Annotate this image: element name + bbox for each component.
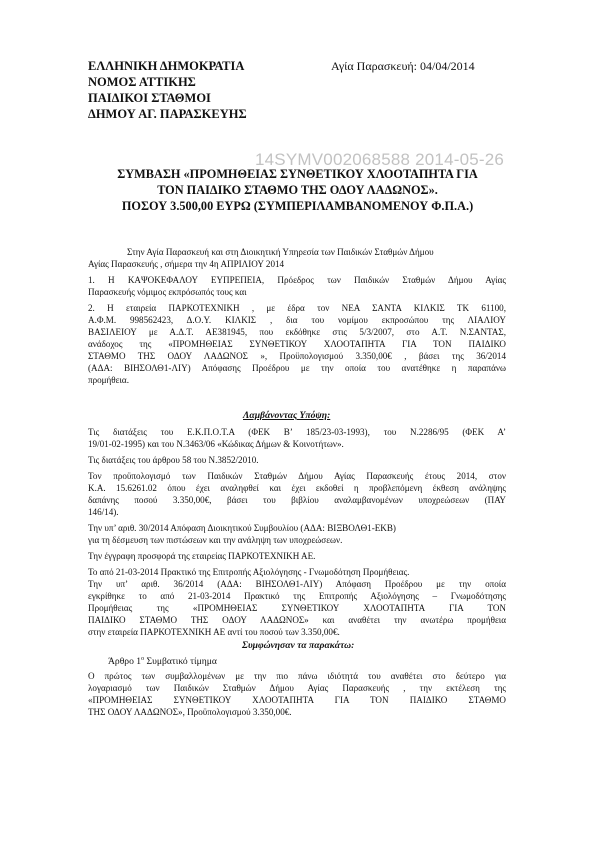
intro-line: προμήθεια.: [88, 375, 129, 385]
intro-line: 1. Η ΚΑΨΟΚΕΦΑΛΟΥ ΕΥΠΡΕΠΕΙΑ, Πρόεδρος των Παιδικών Σταθμών Δήμου Αγίας: [88, 275, 506, 285]
considering-line: ΠΑΙΔΙΚΟ ΣΤΑΘΜΟ ΤΗΣ ΟΔΟΥ ΛΑΔΩΝΟΣ» και αναθέτει την ανωτέρω προμήθεια: [88, 615, 506, 625]
org-line-prefecture: ΝΟΜΟΣ ΑΤΤΙΚΗΣ: [88, 75, 196, 89]
considering-line: Κ.Α. 15.6261.02 όπου έχει αναληφθεί και έχει εκδοθεί η προβλεπόμενη έκθεση ανάληψης: [88, 483, 506, 493]
intro-line: Παρασκευής νόμιμος εκπρόσωπός τους και: [88, 287, 247, 297]
article-line: «ΠΡΟΜΗΘΕΙΑΣ ΣΥΝΘΕΤΙΚΟΥ ΧΛΟΟΤΑΠΗΤΑ ΓΙΑ ΤΟΝ ΠΑΙΔΙΚΟ ΣΤΑΘΜΟ: [88, 695, 506, 705]
considering-line: Τις διατάξεις του άρθρου 58 του Ν.3852/2010.: [88, 455, 259, 465]
considering-line: στην εταιρεία ΠΑΡΚΟΤΕΧΝΙΚΗ ΑΕ αντί του ποσού των 3.350,00€.: [88, 627, 340, 637]
considering-line: 19/01-02-1995) και του Ν.3463/06 «Κώδικας Δήμων & Κοινοτήτων».: [88, 439, 344, 449]
article-1-title: Συμβατικό τίμημα: [144, 656, 217, 667]
article-1-ordinal: ο: [141, 655, 145, 662]
intro-line: 2. Η εταιρεία ΠΑΡΚΟΤΕΧΝΙΚΗ , με έδρα τον ΝΕΑ ΣΑΝΤΑ ΚΙΛΚΙΣ ΤΚ 61100,: [88, 303, 506, 313]
considering-line: δαπάνης ποσού 3.350,00€, βάσει του βιβλίου αναλαμβανομένων υποχρεώσεων (ΠΑΥ: [88, 495, 506, 505]
article-line: ΤΗΣ ΟΔΟΥ ΛΑΔΩΝΟΣ», Προϋπολογισμού 3.350,00€.: [88, 707, 292, 717]
article-line: λογαριασμό των Παιδικών Σταθμών Δήμου Αγίας Παρασκευής , την εκτέλεση της: [88, 683, 506, 693]
contract-title-line3: ΠΟΣΟΥ 3.500,00 ΕΥΡΩ (ΣΥΜΠΕΡΙΛΑΜΒΑΝΟΜΕΝΟΥ Φ.Π.Α.): [121, 199, 474, 213]
article-1-heading: [108, 656, 217, 668]
intro-line: Αγίας Παρασκευής , σήμερα την 4η ΑΠΡΙΛΙΟΥ 2014: [88, 259, 285, 269]
document-date: Αγία Παρασκευή: 04/04/2014: [331, 59, 475, 73]
org-line-municipality: ΔΗΜΟΥ ΑΓ. ΠΑΡΑΣΚΕΥΗΣ: [88, 107, 247, 121]
contract-title-line1: ΣΥΜΒΑΣΗ «ΠΡΟΜΗΘΕΙΑΣ ΣΥΝΘΕΤΙΚΟΥ ΧΛΟΟΤΑΠΗΤΑ ΓΙΑ: [117, 167, 478, 181]
considering-heading: Λαμβάνοντας Υπόψη:: [243, 410, 331, 421]
considering-line: Προμήθειας της «ΠΡΟΜΗΘΕΙΑΣ ΣΥΝΘΕΤΙΚΟΥ ΧΛΟΟΤΑΠΗΤΑ ΓΙΑ ΤΟΝ: [88, 603, 506, 613]
org-line-nurseries: ΠΑΙΔΙΚΟΙ ΣΤΑΘΜΟΙ: [88, 91, 211, 105]
agreed-heading: Συμφώνησαν τα παρακάτω:: [242, 640, 355, 651]
considering-line: Την υπ’ αριθ. 30/2014 Απόφαση Διοικητικού Συμβουλίου (ΑΔΑ: ΒΙΞΒΟΛΘ1-ΕΚΒ): [88, 523, 396, 533]
considering-line: 146/14).: [88, 507, 119, 517]
org-line-republic: ΕΛΛΗΝΙΚΗ ΔΗΜΟΚΡΑΤΙΑ: [88, 59, 245, 73]
intro-line: ανάδοχος της «ΠΡΟΜΗΘΕΙΑΣ ΣΥΝΘΕΤΙΚΟΥ ΧΛΟΟΤΑΠΗΤΑ ΓΙΑ ΤΟΝ ΠΑΙΔΙΚΟ: [88, 339, 506, 349]
intro-line: ΒΑΣΙΛΕΙΟΥ με Α.Δ.Τ. ΑΕ381945, που εκδόθηκε στις 5/3/2007, στο Α.Τ. Ν.ΣΑΝΤΑΣ,: [88, 327, 506, 337]
considering-line: Τον προϋπολογισμό των Παιδικών Σταθμών Δήμου Αγίας Παρασκευής έτους 2014, στον: [88, 471, 506, 481]
intro-line: ΣΤΑΘΜΟ ΤΗΣ ΟΔΟΥ ΛΑΔΩΝΟΣ », Προϋπολογισμού 3.350,00€ , βάσει της 36/2014: [88, 351, 506, 361]
intro-line: Α.Φ.Μ. 998562423, Δ.Ο.Υ. ΚΙΛΚΙΣ , δια του νομίμου εκπροσώπου της ΛΙΑΛΙΟΥ: [88, 315, 506, 325]
considering-line: εγκρίθηκε το από 21-03-2014 Πρακτικό της Επιτροπής Αξιολόγησης – Γνωμοδότησης: [88, 591, 506, 601]
considering-line: Την υπ’ αριθ. 36/2014 (ΑΔΑ: ΒΙΗΣΟΛΘ1-ΛΙΥ) Απόφαση Προέδρου με την οποία: [88, 579, 506, 589]
intro-line: Στην Αγία Παρασκευή και στη Διοικητική Υπηρεσία των Παιδικών Σταθμών Δήμου: [127, 247, 434, 257]
article-1-prefix: Άρθρο 1: [108, 656, 142, 667]
intro-line: (ΑΔΑ: ΒΙΗΣΟΛΘ1-ΛΙΥ) Απόφασης Προέδρου με την οποία του ανατέθηκε η παραπάνω: [88, 363, 506, 373]
considering-line: Τις διατάξεις του Ε.Κ.Π.Ο.Τ.Α (ΦΕΚ Β’ 185/23-03-1993), του Ν.2286/95 (ΦΕΚ Α’: [88, 427, 506, 437]
considering-line: για τη δέσμευση των πιστώσεων και την ανάληψη των υποχρεώσεων.: [88, 535, 343, 545]
registration-watermark: 14SYMV002068588 2014-05-26: [255, 150, 505, 169]
considering-line: Την έγγραφη προσφορά της εταιρείας ΠΑΡΚΟΤΕΧΝΙΚΗ ΑΕ.: [88, 551, 316, 561]
considering-line: Το από 21-03-2014 Πρακτικό της Επιτροπής Αξιολόγησης - Γνωμοδότηση Προμήθειας.: [88, 567, 410, 577]
article-line: Ο πρώτος των συμβαλλομένων με την πιο πάνω ιδιότητά του αναθέτει στο δεύτερο για: [88, 671, 506, 681]
contract-title-line2: ΤΟΝ ΠΑΙΔΙΚΟ ΣΤΑΘΜΟ ΤΗΣ ΟΔΟΥ ΛΑΔΩΝΟΣ».: [157, 183, 438, 197]
